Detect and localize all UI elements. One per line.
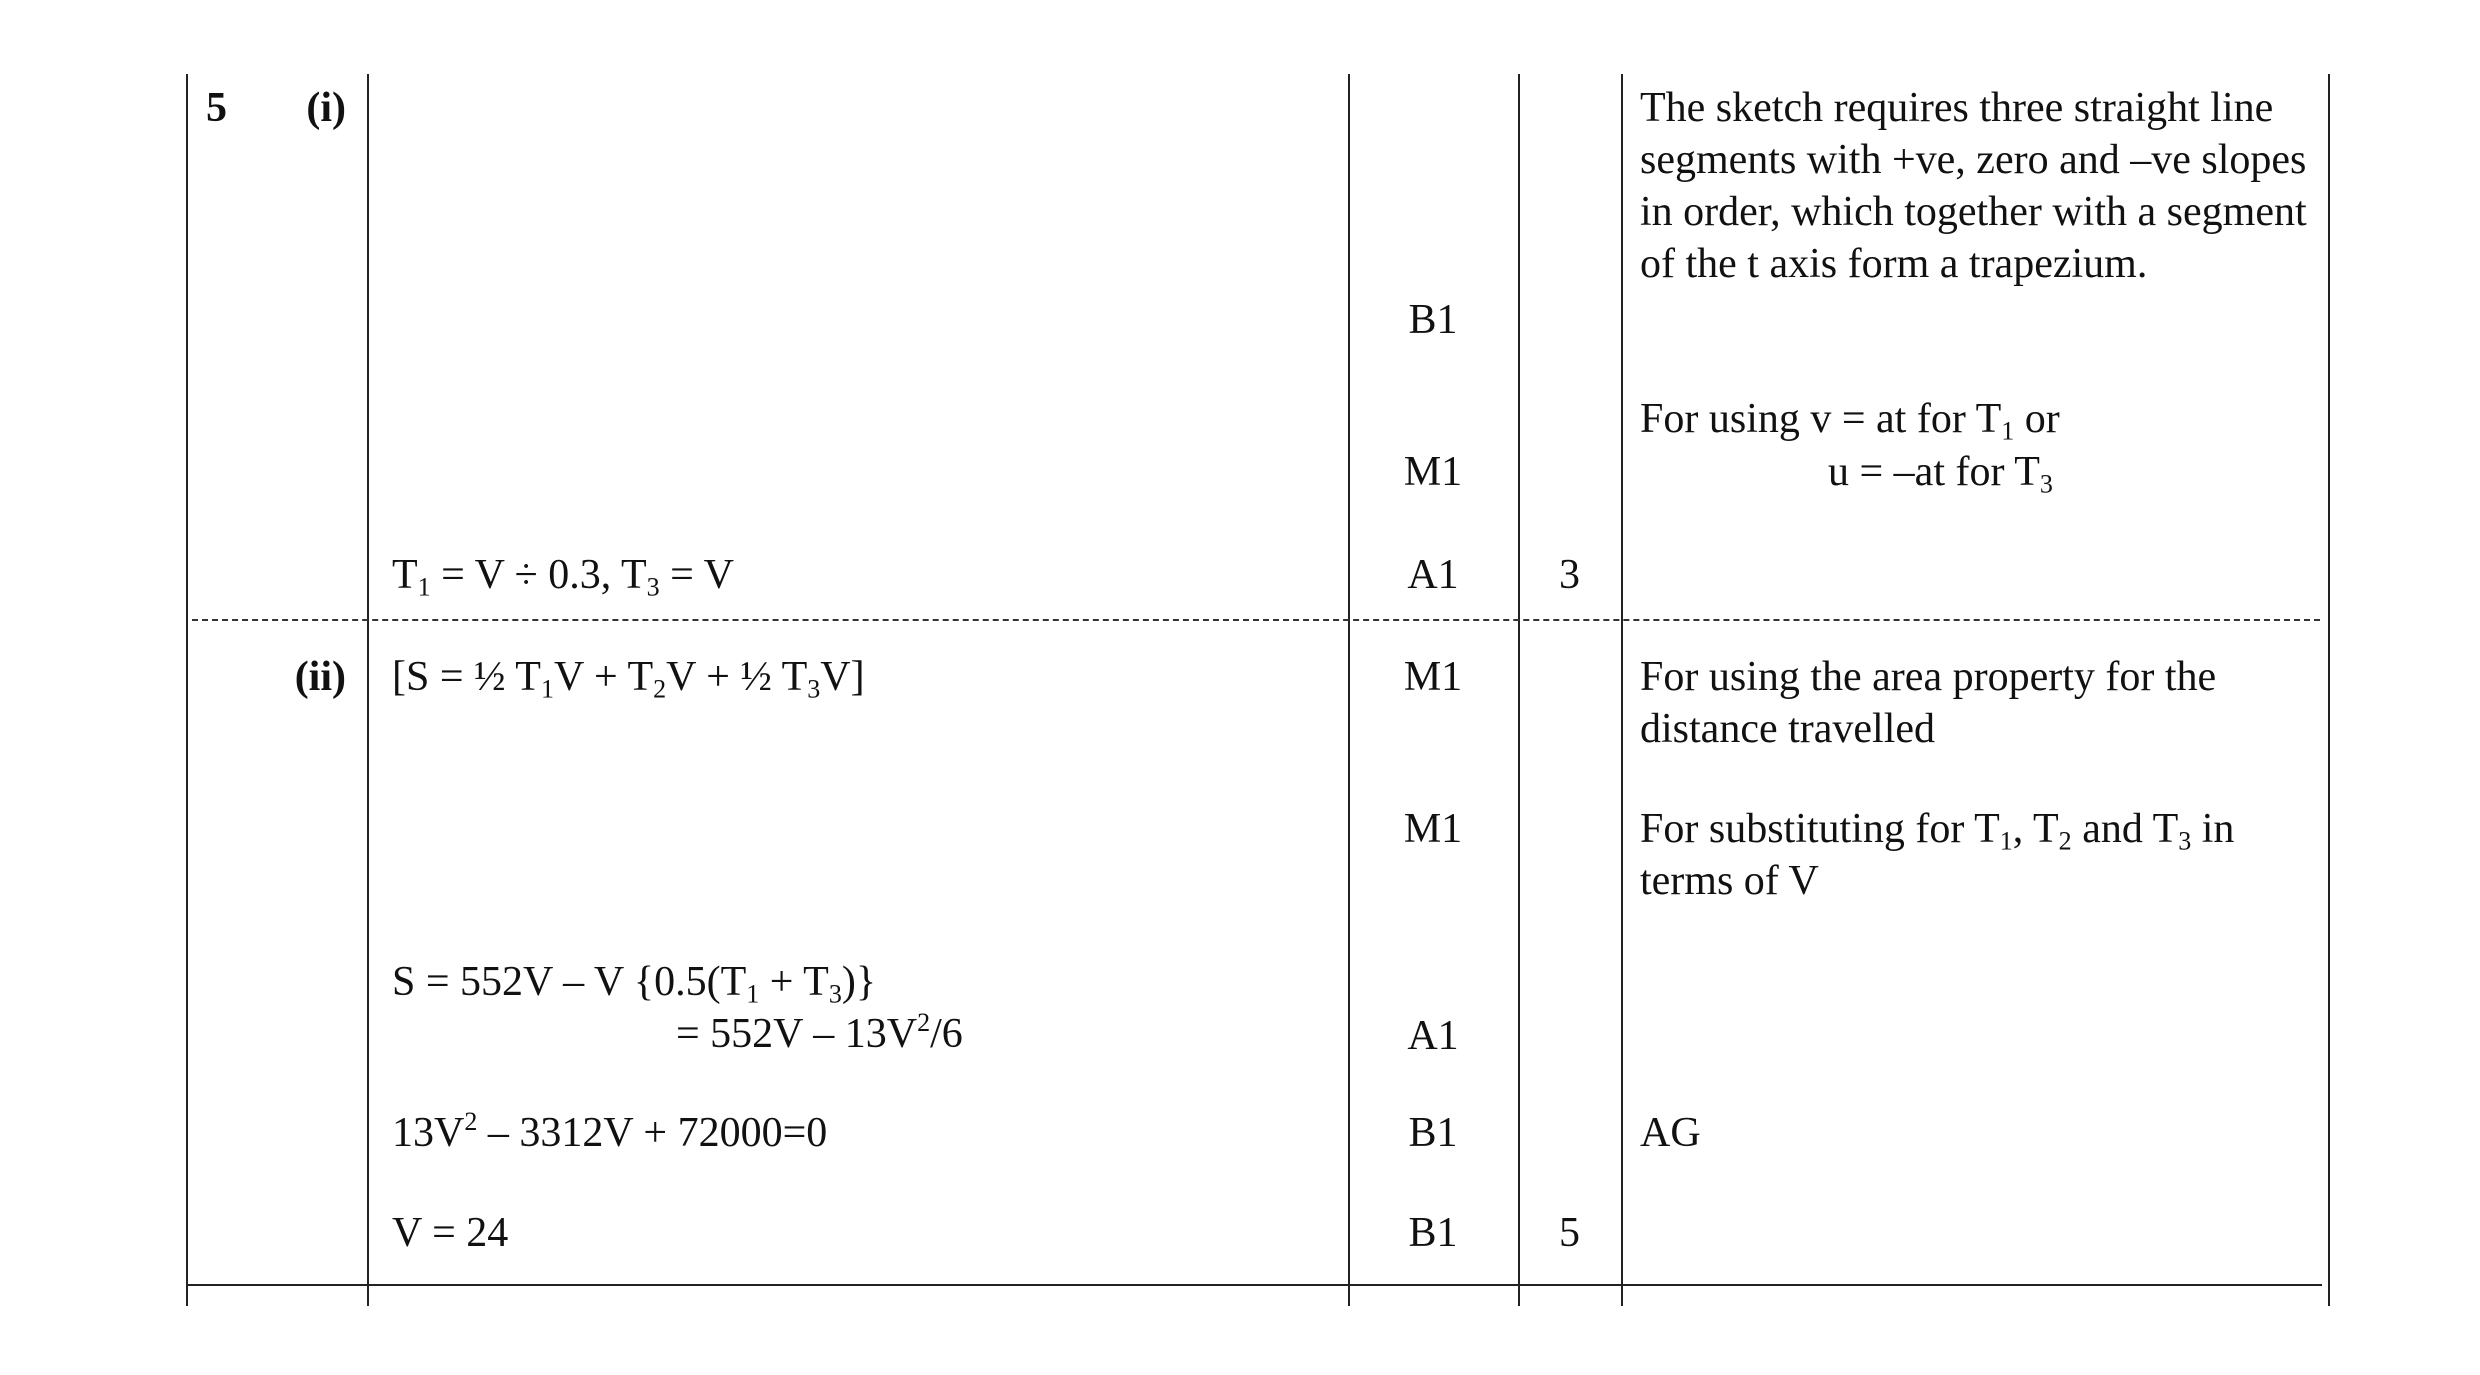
mark-ii-b1-eq: B1	[1408, 1110, 1458, 1156]
part-label-ii: (ii)	[294, 654, 346, 700]
comment-ii-area: For using the area property for the distance travelled	[1640, 654, 2217, 752]
table-border-left	[186, 74, 188, 1306]
column-divider-part	[367, 74, 369, 1306]
table-border-right	[2328, 74, 2330, 1306]
column-divider-comments	[1621, 74, 1623, 1306]
working-ii-line3: = $552V - 13V^2/6$	[676, 1007, 963, 1057]
mark-i-a1: A1	[1407, 552, 1459, 598]
comment-i-using-u: u = –at for $T_3$	[1828, 449, 2053, 499]
part-separator	[192, 619, 2320, 621]
mark-ii-m1-sub: M1	[1403, 806, 1463, 852]
working-ii-line5: V = 24	[392, 1210, 509, 1256]
comment-i-sketch: The sketch requires three straight line segments with +ve, zero and –ve slopes in order, which together with a segment of the t axis form a trapezium.	[1640, 85, 2307, 287]
mark-ii-a1: A1	[1407, 1013, 1459, 1059]
working-i-line1: $T_1 = V \div 0.3$, $T_3 = V$	[392, 552, 734, 602]
comment-i-using-v: For using v = at for $T_1$ or	[1640, 396, 2060, 446]
mark-i-m1: M1	[1403, 449, 1463, 495]
column-divider-total	[1518, 74, 1520, 1306]
part-label-i: (i)	[306, 85, 346, 131]
total-ii: 5	[1559, 1210, 1580, 1256]
working-ii-line2: S = 552V – V $\{0.5(T_1 + T_3)\}$	[392, 959, 877, 1009]
working-ii-line1: [S = ½ $T_1V + T_2V$ + ½ $T_3V$]	[392, 654, 865, 704]
comment-ii-substituting: For substituting for $T_1$, $T_2$ and $T_3$ in	[1640, 806, 2235, 856]
question-number: 5	[206, 85, 227, 131]
comment-ii-ag: AG	[1640, 1110, 1701, 1156]
comment-ii-terms: terms of V	[1640, 858, 1819, 904]
mark-ii-b1-v: B1	[1408, 1210, 1458, 1256]
question-bottom-rule	[186, 1284, 2322, 1286]
total-i: 3	[1559, 552, 1580, 598]
mark-i-b1: B1	[1408, 297, 1458, 343]
mark-ii-m1-area: M1	[1403, 654, 1463, 700]
working-ii-line4: $13V^2 - 3312V + 72000=0$	[392, 1106, 828, 1156]
